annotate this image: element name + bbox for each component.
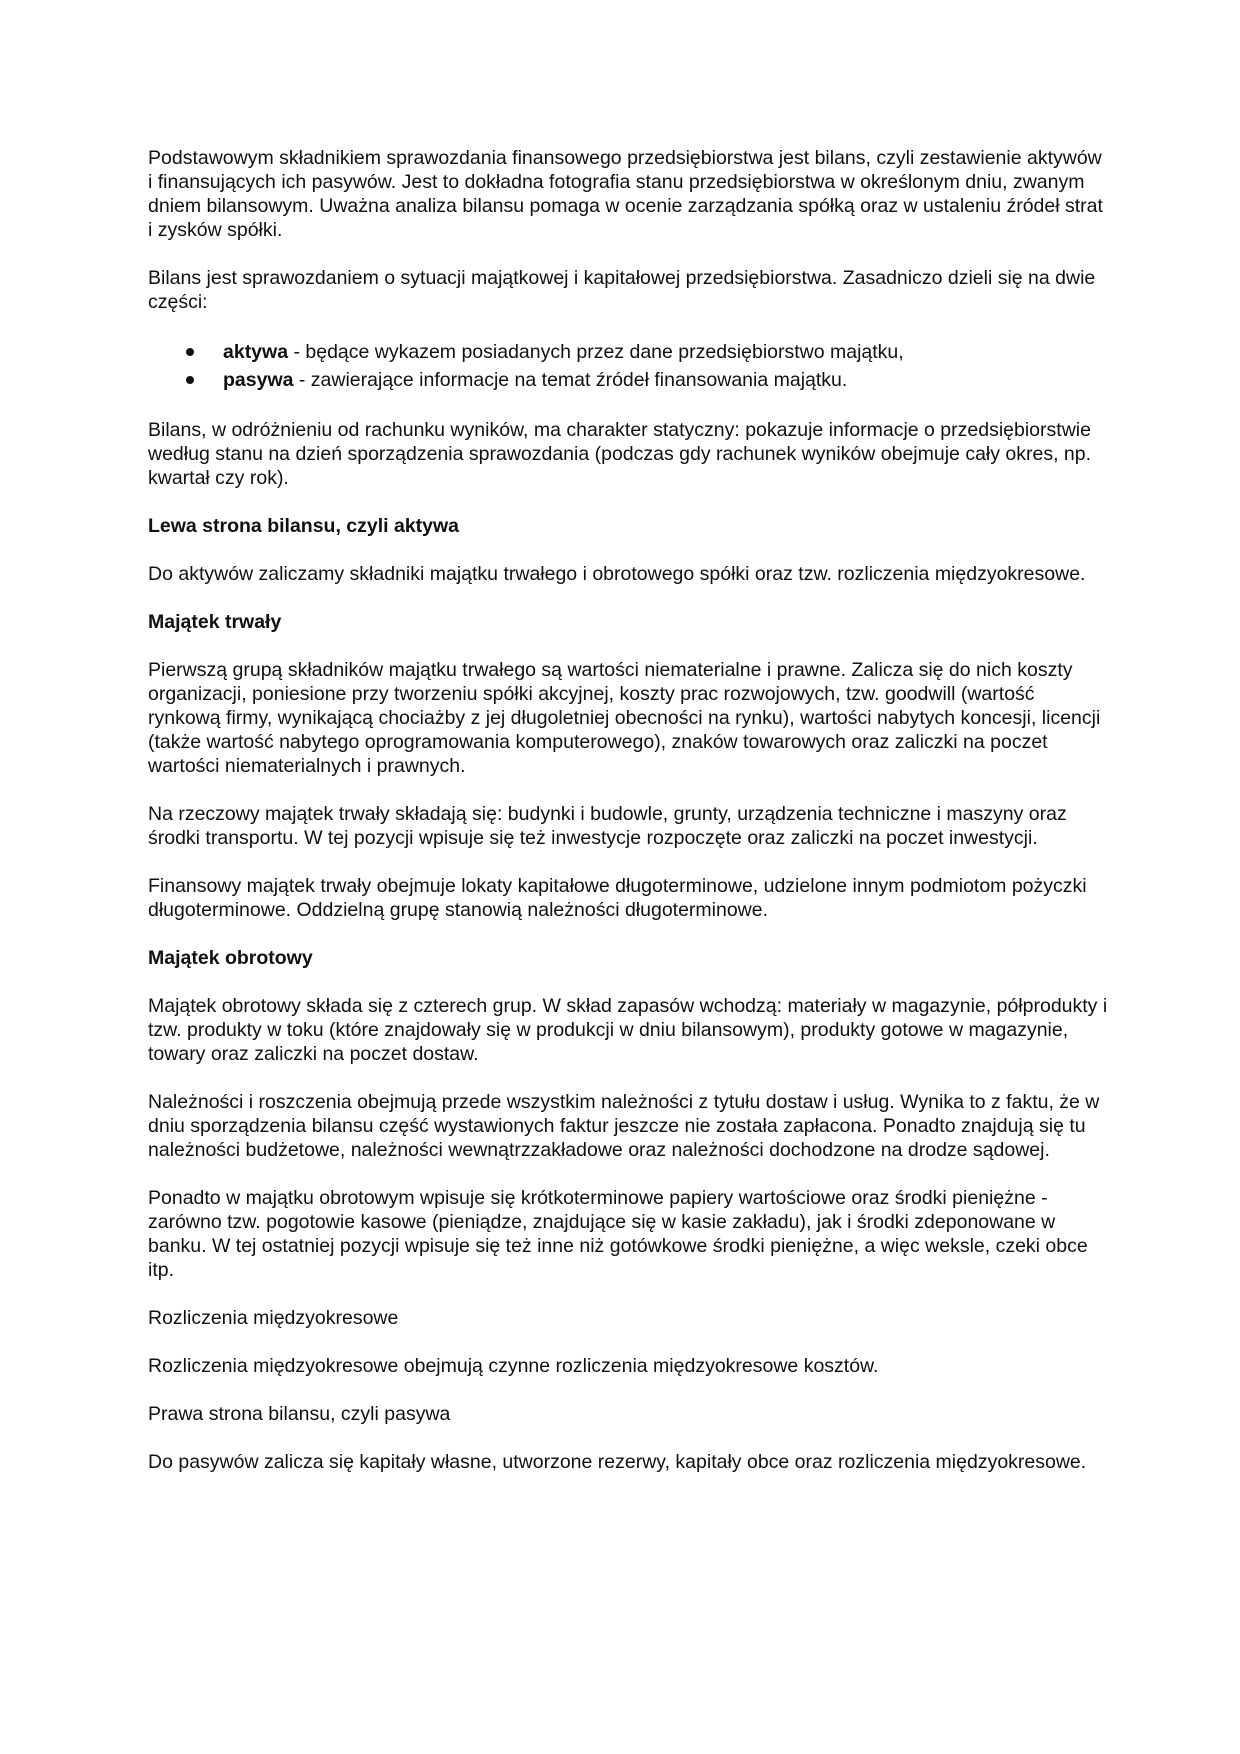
trwaly-paragraph-2: Na rzeczowy majątek trwały składają się: budynki i budowle, grunty, urządzenia techniczne i maszyny oraz środki transportu. W tej pozycji wpisuje się też inwestycje rozpoczęte oraz zaliczki na poczet inwestycji. [148, 803, 1067, 849]
list-desc: - będące wykazem posiadanych przez dane przedsiębiorstwo majątku, [288, 341, 904, 363]
static-balance-paragraph: Bilans, w odróżnieniu od rachunku wyników, ma charakter statyczny: pokazuje informacje o przedsiębiorstwie według stanu na dzień sporządzenia sprawozdania (podczas gdy rachunek wyników obejmuje cały okres, np. kwartał czy rok). [148, 419, 1092, 489]
rozliczenia-paragraph: Rozliczenia międzyokresowe obejmują czynne rozliczenia międzyokresowe kosztów. [148, 1355, 879, 1377]
heading-majatek-obrotowy: Majątek obrotowy [148, 947, 313, 969]
trwaly-paragraph-3: Finansowy majątek trwały obejmuje lokaty kapitałowe długoterminowe, udzielone innym podmiotom pożyczki długoterminowe. Oddzielną grupę stanowią należności długoterminowe. [148, 875, 1087, 921]
heading-pasywa: Prawa strona bilansu, czyli pasywa [148, 1403, 451, 1425]
bullet-icon [186, 348, 194, 356]
trwaly-paragraph-1: Pierwszą grupą składników majątku trwałego są wartości niematerialne i prawne. Zalicza się do nich koszty organizacji, poniesione przy tworzeniu spółki akcyjnej, koszty prac rozwojowych, tzw. goodwill (wartość rynkową firmy, wynikającą chociażby z jej długoletniej obecności na rynku), wartości nabytych koncesji, licencji (także wartość nabytego oprogramowania komputerowego), znaków towarowych oraz zaliczki na poczet wartości niematerialnych i prawnych. [148, 659, 1101, 777]
list-desc: - zawierające informacje na temat źródeł finansowania majątku. [293, 369, 848, 391]
bullet-icon [186, 376, 194, 384]
intro-paragraph-2: Bilans jest sprawozdaniem o sytuacji majątkowej i kapitałowej przedsiębiorstwa. Zasadniczo dzieli się na dwie części: [148, 267, 1096, 313]
balance-parts-list [148, 338, 1108, 394]
document-page [148, 146, 1108, 1498]
pasywa-paragraph: Do pasywów zalicza się kapitały własne, utworzone rezerwy, kapitały obce oraz rozliczenia międzyokresowe. [148, 1451, 1087, 1473]
list-term: pasywa [223, 369, 294, 391]
heading-rozliczenia: Rozliczenia międzyokresowe [148, 1307, 399, 1329]
obrotowy-paragraph-1: Majątek obrotowy składa się z czterech grup. W skład zapasów wchodzą: materiały w magazynie, półprodukty i tzw. produkty w toku (które znajdowały się w produkcji w dniu bilansowym), produkty gotowe w magazynie, towary oraz zaliczki na poczet dostaw. [148, 995, 1108, 1065]
intro-paragraph-1: Podstawowym składnikiem sprawozdania finansowego przedsiębiorstwa jest bilans, czyli zestawienie aktywów i finansujących ich pasywów. Jest to dokładna fotografia stanu przedsiębiorstwa w określonym dniu, zwanym dniem bilansowym. Uważna analiza bilansu pomaga w ocenie zarządzania spółką oraz w ustaleniu źródeł strat i zysków spółki. [148, 147, 1103, 241]
obrotowy-paragraph-3: Ponadto w majątku obrotowym wpisuje się krótkoterminowe papiery wartościowe oraz środki pieniężne - zarówno tzw. pogotowie kasowe (pieniądze, znajdujące się w kasie zakładu), jak i środki zdeponowane w banku. W tej ostatniej pozycji wpisuje się też inne niż gotówkowe środki pieniężne, a więc weksle, czeki obce itp. [148, 1187, 1088, 1281]
list-item [223, 366, 1108, 394]
aktywa-paragraph: Do aktywów zaliczamy składniki majątku trwałego i obrotowego spółki oraz tzw. rozliczenia międzyokresowe. [148, 563, 1086, 585]
heading-majatek-trwaly: Majątek trwały [148, 611, 282, 633]
list-item [223, 338, 1108, 366]
obrotowy-paragraph-2: Należności i roszczenia obejmują przede wszystkim należności z tytułu dostaw i usług. Wynika to z faktu, że w dniu sporządzenia bilansu część wystawionych faktur jeszcze nie została zapłacona. Ponadto znajdują się tu należności budżetowe, należności wewnątrzzakładowe oraz należności dochodzone na drodze sądowej. [148, 1091, 1100, 1161]
list-term: aktywa [223, 341, 289, 363]
heading-aktywa: Lewa strona bilansu, czyli aktywa [148, 515, 460, 537]
